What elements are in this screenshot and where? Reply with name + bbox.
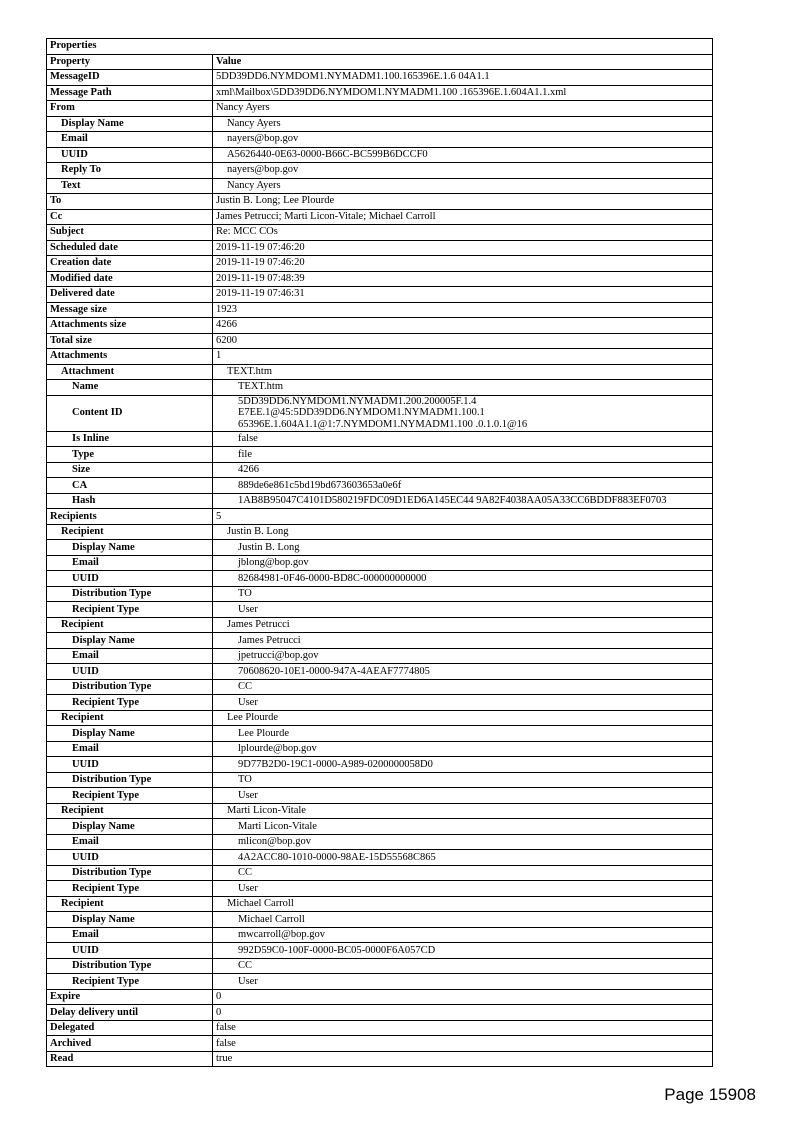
property-name: Creation date: [47, 256, 213, 272]
property-value: false: [213, 1036, 713, 1052]
property-name: Modified date: [47, 271, 213, 287]
table-row: [47, 695, 713, 711]
table-row: [47, 912, 713, 928]
property-name: Reply To: [47, 163, 213, 179]
property-name: Attachments size: [47, 318, 213, 334]
table-row: [47, 431, 713, 447]
property-value: TO: [213, 586, 713, 602]
table-row: [47, 225, 713, 241]
property-value: TO: [213, 772, 713, 788]
table-row: [47, 803, 713, 819]
property-name: Distribution Type: [47, 958, 213, 974]
property-value: 6200: [213, 333, 713, 349]
property-value: TEXT.htm: [213, 364, 713, 380]
table-row: [47, 85, 713, 101]
property-name: UUID: [47, 757, 213, 773]
table-row: [47, 462, 713, 478]
table-row: [47, 850, 713, 866]
property-value: 5DD39DD6.NYMDOM1.NYMADM1.200.200005F.1.4 E7EE.1@45:5DD39DD6.NYMDOM1.NYMADM1.100.1 65396E.1.604A1.1@1:7.NYMDOM1.NYMADM1.100 .0.1.0.1@16: [213, 395, 713, 431]
property-name: Distribution Type: [47, 586, 213, 602]
table-row: [47, 349, 713, 365]
property-value: Nancy Ayers: [213, 101, 713, 117]
property-name: Scheduled date: [47, 240, 213, 256]
property-name: Size: [47, 462, 213, 478]
table-row: [47, 571, 713, 587]
property-name: Recipient: [47, 896, 213, 912]
table-row: [47, 163, 713, 179]
property-name: Delegated: [47, 1020, 213, 1036]
table-header-row: [47, 54, 713, 70]
property-value: 2019-11-19 07:46:20: [213, 240, 713, 256]
property-value: Nancy Ayers: [213, 116, 713, 132]
table-row: [47, 271, 713, 287]
property-value: Lee Plourde: [213, 710, 713, 726]
property-name: Display Name: [47, 726, 213, 742]
property-value: 0: [213, 1005, 713, 1021]
table-row: [47, 881, 713, 897]
table-row: [47, 132, 713, 148]
table-row: [47, 1051, 713, 1067]
property-value: 1AB8B95047C4101D580219FDC09D1ED6A145EC44 9A82F4038AA05A33CC6BDDF883EF0703: [213, 493, 713, 509]
property-name: Email: [47, 555, 213, 571]
property-name: Is Inline: [47, 431, 213, 447]
table-row: [47, 364, 713, 380]
property-value: 2019-11-19 07:48:39: [213, 271, 713, 287]
property-value: 82684981-0F46-0000-BD8C-000000000000: [213, 571, 713, 587]
table-row: [47, 147, 713, 163]
table-row: [47, 395, 713, 431]
property-value: James Petrucci; Marti Licon-Vitale; Michael Carroll: [213, 209, 713, 225]
property-name: Recipient Type: [47, 695, 213, 711]
property-value: 4266: [213, 318, 713, 334]
property-value: file: [213, 447, 713, 463]
property-value: 1: [213, 349, 713, 365]
table-row: [47, 70, 713, 86]
table-row: [47, 586, 713, 602]
property-value: James Petrucci: [213, 633, 713, 649]
property-value: Lee Plourde: [213, 726, 713, 742]
property-name: MessageID: [47, 70, 213, 86]
table-row: [47, 710, 713, 726]
property-value: jblong@bop.gov: [213, 555, 713, 571]
property-name: Recipients: [47, 509, 213, 525]
table-row: [47, 493, 713, 509]
table-row: [47, 772, 713, 788]
property-name: Attachment: [47, 364, 213, 380]
table-row: [47, 1036, 713, 1052]
table-row: [47, 240, 713, 256]
property-name: Display Name: [47, 540, 213, 556]
property-value: 4266: [213, 462, 713, 478]
property-name: To: [47, 194, 213, 210]
table-row: [47, 679, 713, 695]
table-row: [47, 1020, 713, 1036]
property-value: xml\Mailbox\5DD39DD6.NYMDOM1.NYMADM1.100 .165396E.1.604A1.1.xml: [213, 85, 713, 101]
property-name: Distribution Type: [47, 679, 213, 695]
property-name: Display Name: [47, 819, 213, 835]
property-value: 889de6e861c5bd19bd673603653a0e6f: [213, 478, 713, 494]
property-name: Recipient Type: [47, 881, 213, 897]
property-name: Recipient: [47, 617, 213, 633]
property-name: UUID: [47, 943, 213, 959]
property-name: UUID: [47, 664, 213, 680]
header-property: Property: [47, 54, 213, 70]
property-value: nayers@bop.gov: [213, 163, 713, 179]
table-row: [47, 927, 713, 943]
property-value: Michael Carroll: [213, 912, 713, 928]
property-name: Email: [47, 648, 213, 664]
property-value: TEXT.htm: [213, 380, 713, 396]
property-name: Delivered date: [47, 287, 213, 303]
property-name: Name: [47, 380, 213, 396]
table-row: [47, 1005, 713, 1021]
property-name: Message Path: [47, 85, 213, 101]
property-value: true: [213, 1051, 713, 1067]
property-name: Content ID: [47, 395, 213, 431]
property-name: Distribution Type: [47, 772, 213, 788]
property-value: CC: [213, 865, 713, 881]
table-title: Properties: [47, 39, 713, 55]
property-value: 1923: [213, 302, 713, 318]
table-row: [47, 302, 713, 318]
table-row: [47, 633, 713, 649]
property-value: Marti Licon-Vitale: [213, 803, 713, 819]
property-value: false: [213, 1020, 713, 1036]
property-name: Display Name: [47, 912, 213, 928]
property-value: User: [213, 602, 713, 618]
property-value: jpetrucci@bop.gov: [213, 648, 713, 664]
property-value: mlicon@bop.gov: [213, 834, 713, 850]
property-name: Type: [47, 447, 213, 463]
property-value: User: [213, 974, 713, 990]
property-value: User: [213, 881, 713, 897]
property-value: CC: [213, 958, 713, 974]
property-value: mwcarroll@bop.gov: [213, 927, 713, 943]
table-row: [47, 209, 713, 225]
property-value: User: [213, 788, 713, 804]
table-row: [47, 974, 713, 990]
property-value: 2019-11-19 07:46:31: [213, 287, 713, 303]
table-row: [47, 989, 713, 1005]
table-row: [47, 524, 713, 540]
property-value: A5626440-0E63-0000-B66C-BC599B6DCCF0: [213, 147, 713, 163]
table-row: [47, 178, 713, 194]
table-row: [47, 555, 713, 571]
property-name: Expire: [47, 989, 213, 1005]
property-value: 992D59C0-100F-0000-BC05-0000F6A057CD: [213, 943, 713, 959]
property-name: Email: [47, 132, 213, 148]
header-value: Value: [213, 54, 713, 70]
table-title-row: [47, 39, 713, 55]
property-name: Recipient: [47, 524, 213, 540]
table-row: [47, 194, 713, 210]
property-value: CC: [213, 679, 713, 695]
property-name: Attachments: [47, 349, 213, 365]
property-name: UUID: [47, 147, 213, 163]
property-name: Recipient: [47, 710, 213, 726]
table-row: [47, 333, 713, 349]
table-row: [47, 116, 713, 132]
property-value: 0: [213, 989, 713, 1005]
property-name: Distribution Type: [47, 865, 213, 881]
property-name: Read: [47, 1051, 213, 1067]
property-name: Total size: [47, 333, 213, 349]
table-row: [47, 958, 713, 974]
property-value: User: [213, 695, 713, 711]
table-row: [47, 287, 713, 303]
table-row: [47, 256, 713, 272]
table-row: [47, 101, 713, 117]
table-row: [47, 834, 713, 850]
property-name: Archived: [47, 1036, 213, 1052]
property-value: Justin B. Long: [213, 524, 713, 540]
property-name: Hash: [47, 493, 213, 509]
property-value: 4A2ACC80-1010-0000-98AE-15D55568C865: [213, 850, 713, 866]
property-value: Justin B. Long; Lee Plourde: [213, 194, 713, 210]
table-row: [47, 664, 713, 680]
property-name: Cc: [47, 209, 213, 225]
property-name: Email: [47, 741, 213, 757]
table-row: [47, 318, 713, 334]
property-value: Marti Licon-Vitale: [213, 819, 713, 835]
property-value: false: [213, 431, 713, 447]
property-name: Message size: [47, 302, 213, 318]
property-value: James Petrucci: [213, 617, 713, 633]
property-name: Display Name: [47, 116, 213, 132]
properties-table: [46, 38, 713, 1067]
property-value: 5: [213, 509, 713, 525]
table-row: [47, 741, 713, 757]
table-row: [47, 757, 713, 773]
table-row: [47, 380, 713, 396]
table-row: [47, 943, 713, 959]
property-value: 9D77B2D0-19C1-0000-A989-0200000058D0: [213, 757, 713, 773]
property-name: Recipient Type: [47, 974, 213, 990]
table-row: [47, 819, 713, 835]
table-row: [47, 896, 713, 912]
table-row: [47, 726, 713, 742]
table-row: [47, 509, 713, 525]
property-value: Nancy Ayers: [213, 178, 713, 194]
properties-table-body: [47, 39, 713, 1067]
table-row: [47, 865, 713, 881]
property-value: 5DD39DD6.NYMDOM1.NYMADM1.100.165396E.1.6 04A1.1: [213, 70, 713, 86]
table-row: [47, 447, 713, 463]
property-value: nayers@bop.gov: [213, 132, 713, 148]
table-row: [47, 617, 713, 633]
property-name: Recipient: [47, 803, 213, 819]
property-name: UUID: [47, 850, 213, 866]
property-name: Display Name: [47, 633, 213, 649]
property-value: Justin B. Long: [213, 540, 713, 556]
property-name: CA: [47, 478, 213, 494]
property-name: Text: [47, 178, 213, 194]
property-name: Recipient Type: [47, 602, 213, 618]
property-name: UUID: [47, 571, 213, 587]
property-name: Email: [47, 834, 213, 850]
property-value: Michael Carroll: [213, 896, 713, 912]
table-row: [47, 540, 713, 556]
property-value: 2019-11-19 07:46:20: [213, 256, 713, 272]
table-row: [47, 478, 713, 494]
page-number: Page 15908: [664, 1085, 756, 1104]
property-name: Recipient Type: [47, 788, 213, 804]
table-row: [47, 602, 713, 618]
table-row: [47, 648, 713, 664]
property-name: Email: [47, 927, 213, 943]
table-row: [47, 788, 713, 804]
property-name: Subject: [47, 225, 213, 241]
property-value: Re: MCC COs: [213, 225, 713, 241]
property-value: 70608620-10E1-0000-947A-4AEAF7774805: [213, 664, 713, 680]
property-name: Delay delivery until: [47, 1005, 213, 1021]
property-name: From: [47, 101, 213, 117]
property-value: lplourde@bop.gov: [213, 741, 713, 757]
